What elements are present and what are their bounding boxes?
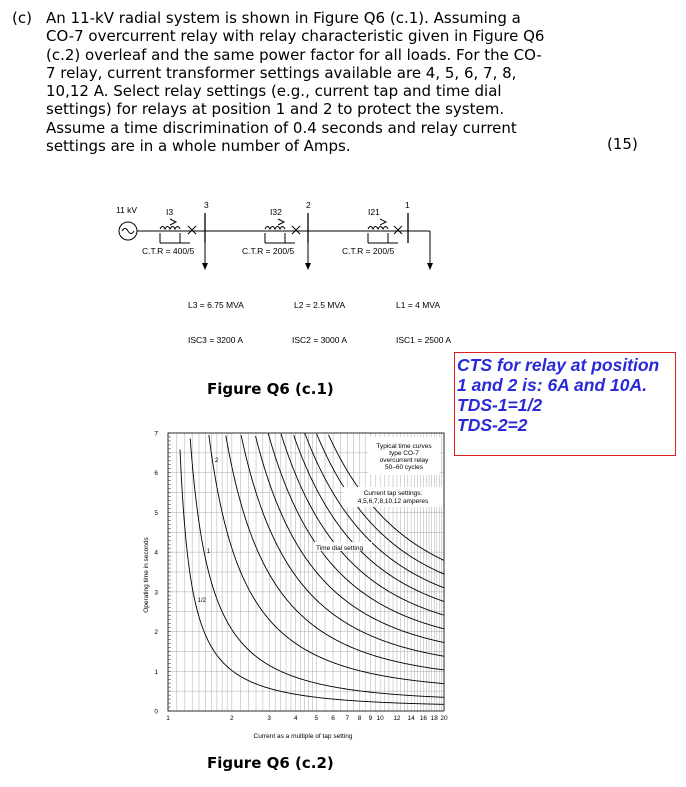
time-dial-note: Time dial setting [316,545,364,552]
curve-dial-1 [190,439,444,698]
curve-label: 1/2 [197,598,206,605]
ct-leads-2 [265,233,295,243]
arrow-i3 [170,219,176,225]
radial-system-diagram [100,195,480,360]
curve-label: 1 [206,549,211,556]
arrow-i32 [278,219,284,225]
figure-caption-2: Figure Q6 (c.2) [207,754,334,772]
load-2-label: L2 = 2.5 MVA [294,300,346,310]
ct-ratio-2: C.T.R = 200/5 [242,246,295,256]
annotation-line: CTS for relay at position [457,355,660,375]
x-tick-label: 9 [368,715,373,722]
figure-caption-1: Figure Q6 (c.1) [207,380,334,398]
load-3-label: L3 = 6.75 MVA [188,300,244,310]
y-tick-label: 2 [154,629,158,637]
y-tick-label: 3 [154,589,158,597]
question-line: 7 relay, current transformer settings available are 4, 5, 6, 7, 8, [46,63,517,82]
question-line: 10,12 A. Select relay settings (e.g., current tap and time dial [46,82,502,101]
ct-ratio-3: C.T.R = 400/5 [142,246,195,256]
question-line: Assume a time discrimination of 0.4 seconds and relay current [46,118,517,137]
y-tick-label: 0 [154,708,158,716]
ct-coil-3 [160,227,180,230]
question-line: settings are in a whole number of Amps. [46,137,351,156]
tap-note-line2: 4,5,6,7,8,10,12 amperes [357,498,429,505]
generator-tilde [122,229,134,234]
x-tick-label: 12 [393,715,401,722]
chart-title-line2: type CO-7 [389,450,419,457]
breaker-3 [188,226,196,234]
x-tick-label: 6 [331,715,335,722]
x-tick-label: 4 [293,715,298,722]
x-axis-label: Current as a multiple of tap setting [253,733,353,740]
ct-ratio-1: C.T.R = 200/5 [342,246,395,256]
y-tick-label: 6 [154,470,158,478]
y-tick-label: 1 [154,668,158,676]
bus-number-2: 2 [306,200,311,210]
arrow-i21 [380,219,386,225]
bus-number-3: 3 [204,200,209,210]
y-tick-label: 4 [154,549,158,557]
load-2-arrow [305,263,311,270]
y-tick-label: 7 [154,430,158,438]
annotation-line: TDS-1=1/2 [457,395,543,415]
chart-title-line1: Typical time curves [376,443,432,450]
x-tick-label: 18 [430,715,438,722]
x-tick-label: 20 [440,715,448,722]
load-3-arrow [202,263,208,270]
question-line: An 11-kV radial system is shown in Figure Q6 (c.1). Assuming a [46,9,521,27]
load-1-arrow [427,263,433,270]
question-line: CO-7 overcurrent relay with relay characteristic given in Figure Q6 [46,27,545,46]
source-label: 11 kV [116,205,138,215]
fault-current-1: ISC1 = 2500 A [396,335,452,345]
bus-number-1: 1 [405,200,410,210]
fault-current-2: ISC2 = 3000 A [292,335,348,345]
question-text [46,9,546,155]
question-label: (c) [12,9,32,27]
ct-leads-3 [160,233,190,243]
x-tick-label: 5 [314,715,319,722]
curve-label: 2 [215,458,219,465]
x-tick-label: 3 [267,715,272,722]
question-line: (c.2) overleaf and the same power factor for all loads. For the CO- [46,45,542,64]
x-tick-label: 14 [407,715,415,722]
x-tick-label: 7 [345,715,350,722]
x-tick-label: 8 [357,715,362,722]
question-line: settings) for relays at position 1 and 2 to protect the system. [46,100,505,119]
load-1-label: L1 = 4 MVA [396,300,441,310]
marks-label: (15) [607,135,638,153]
x-tick-label: 1 [166,715,170,722]
annotation-line: TDS-2=2 [457,415,528,435]
chart-title-line4: 50–60 cycles [385,464,423,471]
breaker-2 [292,226,300,234]
answer-annotation [454,352,676,456]
ct-coil-1 [368,227,388,230]
chart-title-line3: overcurrent relay [379,457,429,464]
y-axis-label: Operating time in seconds [143,537,150,613]
ct-leads-1 [368,233,398,243]
annotation-line: 1 and 2 is: 6A and 10A. [457,375,647,395]
ct-current-1: I21 [368,207,380,217]
ct-coil-2 [265,227,285,230]
x-tick-label: 10 [376,715,384,722]
ct-current-3: I3 [166,207,174,217]
ct-current-2: I32 [270,207,282,217]
fault-current-3: ISC3 = 3200 A [188,335,244,345]
relay-characteristic-chart [138,425,458,745]
x-tick-label: 16 [419,715,428,722]
breaker-1 [394,226,402,234]
tap-note-line1: Current tap settings: [363,490,423,497]
x-tick-label: 2 [230,715,234,722]
y-tick-label: 5 [154,509,158,517]
